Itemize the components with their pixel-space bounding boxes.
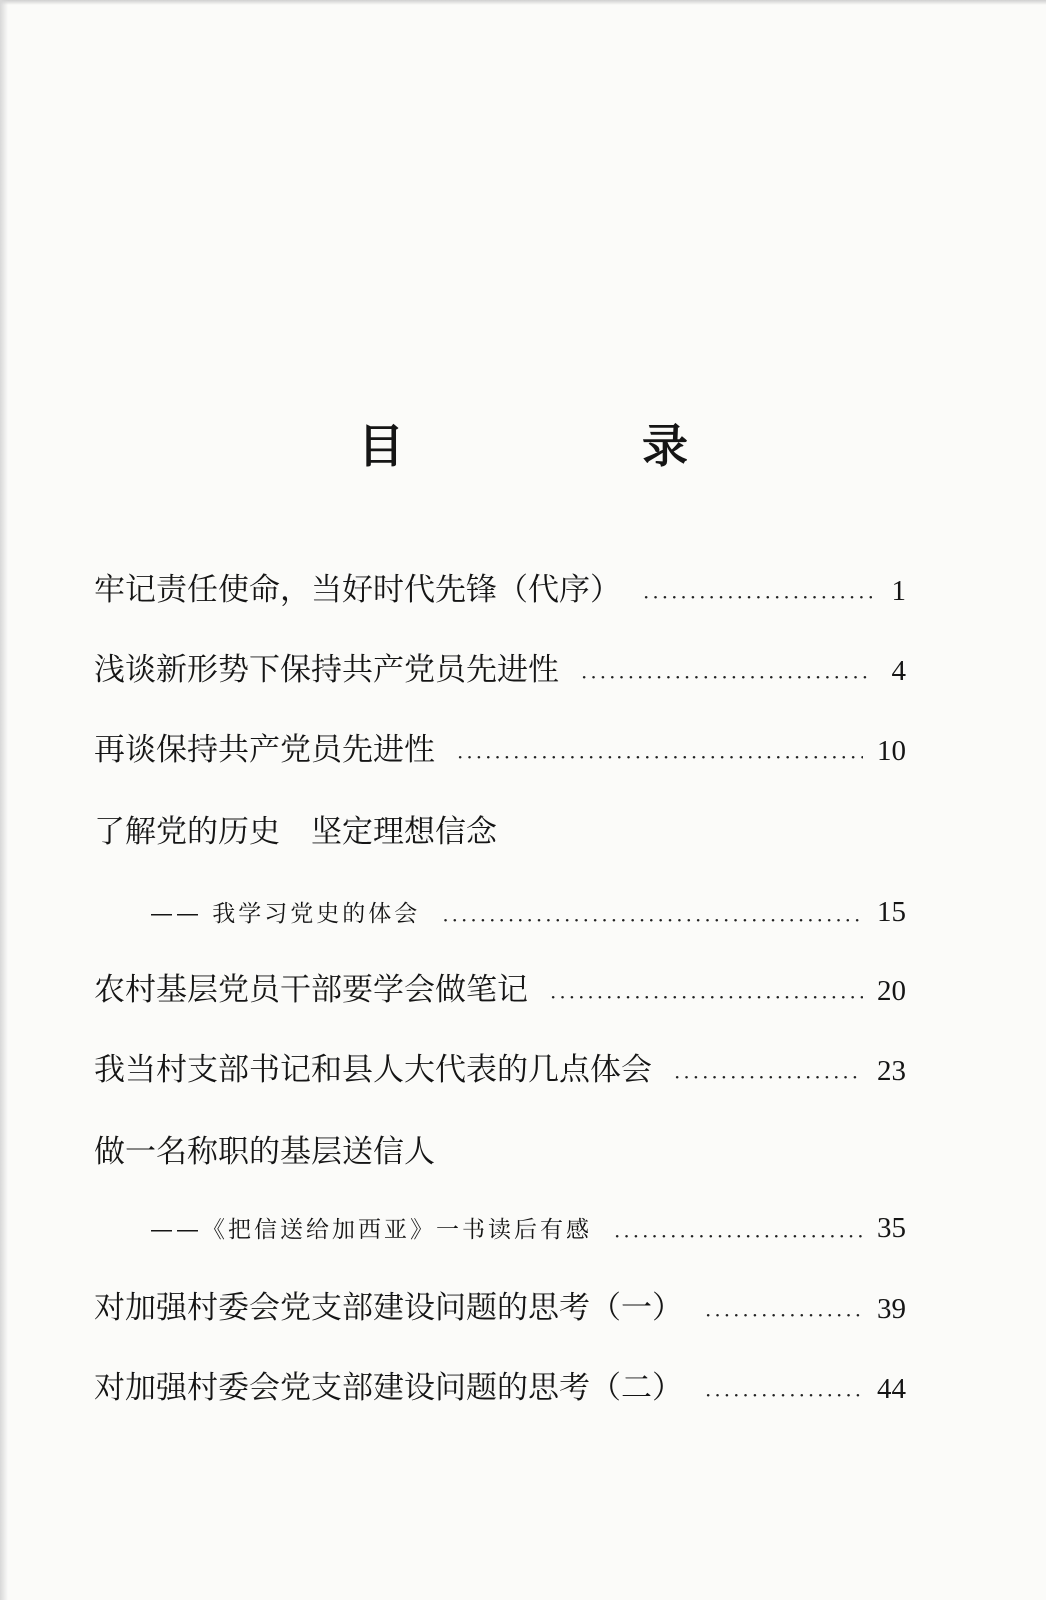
toc-page-number: 4 bbox=[891, 655, 906, 687]
toc-entry-title: ——《把信送给加西亚》一书读后有感 bbox=[150, 1217, 592, 1243]
toc-entry bbox=[94, 812, 906, 852]
toc-entry bbox=[94, 1132, 906, 1172]
toc-entry-title: 做一名称职的基层送信人 bbox=[94, 1134, 435, 1170]
toc-entry-title: 对加强村委会党支部建设问题的思考（二） bbox=[94, 1370, 683, 1406]
toc-page-number: 23 bbox=[877, 1055, 906, 1087]
leader-dots bbox=[442, 906, 863, 934]
toc-page-number: 1 bbox=[891, 575, 906, 607]
toc-entry-title: 牢记责任使命，当好时代先锋（代序） bbox=[94, 572, 621, 608]
toc-page-number: 10 bbox=[877, 735, 906, 767]
toc-entry-title: 了解党的历史 坚定理想信念 bbox=[94, 814, 497, 850]
toc-entry bbox=[94, 570, 906, 611]
toc-page-number: 35 bbox=[877, 1212, 906, 1244]
toc-entry-title: 我当村支部书记和县人大代表的几点体会 bbox=[94, 1052, 652, 1088]
toc-page-number: 20 bbox=[877, 975, 906, 1007]
toc-entry-title: 再谈保持共产党员先进性 bbox=[94, 732, 435, 768]
toc-entry-title: 浅谈新形势下保持共产党员先进性 bbox=[94, 652, 559, 688]
toc-title: 目 录 bbox=[358, 419, 784, 473]
leader-dots bbox=[457, 743, 863, 771]
toc-page-number: 39 bbox=[877, 1293, 906, 1325]
leader-dots bbox=[643, 583, 872, 611]
leader-dots bbox=[614, 1222, 863, 1250]
toc-entry-title: 农村基层党员干部要学会做笔记 bbox=[94, 972, 528, 1008]
toc-entry bbox=[94, 1288, 906, 1329]
toc-page-number: 44 bbox=[877, 1373, 906, 1405]
toc-entry bbox=[94, 730, 906, 771]
leader-dots bbox=[705, 1301, 863, 1329]
leader-dots bbox=[581, 663, 872, 691]
leader-dots bbox=[674, 1063, 863, 1091]
toc-entry-title: —— 我学习党史的体会 bbox=[150, 901, 421, 927]
leader-dots bbox=[550, 983, 863, 1011]
toc-entry bbox=[94, 1368, 906, 1409]
toc-entry-subtitle bbox=[150, 1208, 906, 1250]
toc-page-number: 15 bbox=[877, 896, 906, 928]
toc-entry-subtitle bbox=[150, 892, 906, 934]
toc-entry bbox=[94, 650, 906, 691]
toc-entry bbox=[94, 1050, 906, 1091]
toc-entry bbox=[94, 970, 906, 1011]
leader-dots bbox=[705, 1381, 863, 1409]
toc-entry-title: 对加强村委会党支部建设问题的思考（一） bbox=[94, 1290, 683, 1326]
